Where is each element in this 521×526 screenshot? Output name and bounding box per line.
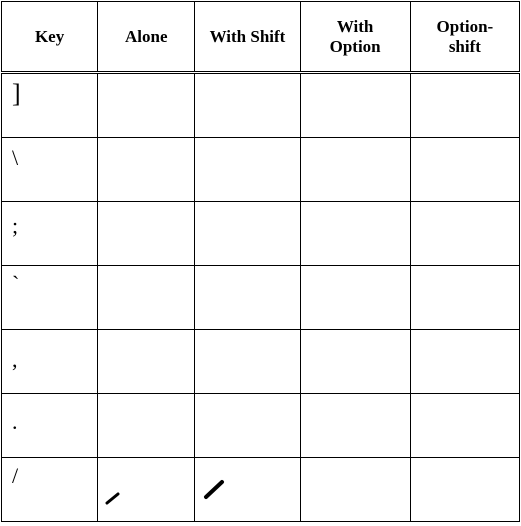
shift-slash-stroke-icon	[195, 458, 300, 521]
with-option-cell[interactable]	[300, 458, 410, 522]
table-row	[2, 138, 520, 202]
key-cell	[2, 458, 98, 522]
key-cell	[2, 394, 98, 458]
option-shift-cell[interactable]	[410, 330, 519, 394]
with-shift-cell[interactable]	[195, 266, 300, 330]
table-row	[2, 394, 520, 458]
header-alone: Alone	[98, 2, 195, 73]
with-option-cell[interactable]	[300, 73, 410, 138]
option-shift-cell[interactable]	[410, 458, 519, 522]
table-row	[2, 73, 520, 138]
alone-cell[interactable]	[98, 202, 195, 266]
with-shift-cell[interactable]	[195, 330, 300, 394]
header-option-shift	[410, 2, 519, 73]
alone-cell[interactable]	[98, 266, 195, 330]
option-shift-cell[interactable]	[410, 138, 519, 202]
with-shift-cell[interactable]	[195, 458, 300, 522]
option-shift-cell[interactable]	[410, 202, 519, 266]
header-option-shift-text: Option-shift	[436, 16, 494, 56]
alone-cell[interactable]	[98, 330, 195, 394]
key-mapping-table	[1, 1, 520, 522]
alone-slash-stroke-icon	[98, 458, 195, 521]
with-shift-cell[interactable]	[195, 73, 300, 138]
key-cell	[2, 138, 98, 202]
key-char: /	[12, 463, 19, 488]
option-shift-cell[interactable]	[410, 394, 519, 458]
with-option-cell[interactable]	[300, 266, 410, 330]
table-row	[2, 330, 520, 394]
key-char: \	[12, 145, 19, 170]
table-row	[2, 458, 520, 522]
with-option-cell[interactable]	[300, 394, 410, 458]
key-cell	[2, 202, 98, 266]
alone-cell[interactable]	[98, 394, 195, 458]
key-char: ;	[12, 213, 19, 238]
header-row	[2, 2, 520, 73]
option-shift-cell[interactable]	[410, 266, 519, 330]
with-option-cell[interactable]	[300, 138, 410, 202]
key-char: .	[12, 409, 18, 434]
option-shift-cell[interactable]	[410, 73, 519, 138]
with-shift-cell[interactable]	[195, 138, 300, 202]
key-cell	[2, 73, 98, 138]
with-shift-cell[interactable]	[195, 202, 300, 266]
header-key: Key	[2, 2, 98, 73]
header-with-option	[300, 2, 410, 73]
key-char: ,	[12, 347, 18, 372]
alone-cell[interactable]	[98, 73, 195, 138]
alone-cell[interactable]	[98, 138, 195, 202]
header-with-option-text: With Option	[329, 16, 381, 56]
key-cell	[2, 330, 98, 394]
key-char: `	[12, 271, 20, 296]
table-row	[2, 266, 520, 330]
alone-cell[interactable]	[98, 458, 195, 522]
with-option-cell[interactable]	[300, 202, 410, 266]
header-with-shift: With Shift	[195, 2, 300, 73]
key-char: ]	[12, 79, 21, 108]
with-option-cell[interactable]	[300, 330, 410, 394]
with-shift-cell[interactable]	[195, 394, 300, 458]
table-row	[2, 202, 520, 266]
key-cell	[2, 266, 98, 330]
